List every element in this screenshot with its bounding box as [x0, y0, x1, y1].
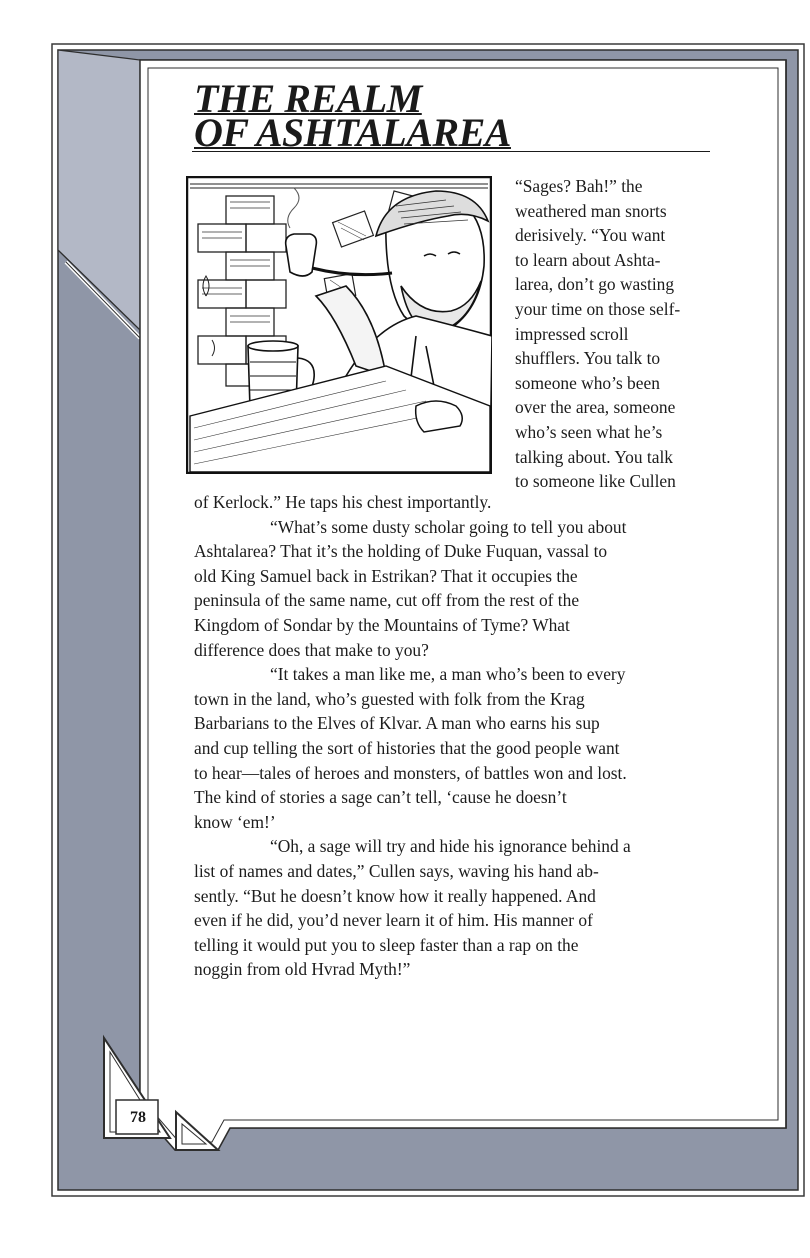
text-line: list of names and dates,” Cullen says, waving his hand ab- — [194, 860, 599, 881]
text-line: “It takes a man like me, a man who’s been to every — [270, 664, 626, 685]
text-line: noggin from old Hvrad Myth!” — [194, 959, 411, 980]
text-line: to someone like Cullen — [515, 471, 676, 492]
text-line: talking about. You talk — [515, 446, 673, 467]
text-line: who’s seen what he’s — [515, 421, 663, 442]
text-line: to hear—tales of heroes and monsters, of battles won and lost. — [194, 762, 627, 783]
text-line: larea, don’t go wasting — [515, 274, 675, 295]
page-title — [194, 76, 714, 155]
text-line: The kind of stories a sage can’t tell, ‘cause he doesn’t — [194, 787, 567, 808]
text-line: your time on those self- — [515, 298, 681, 319]
text-line: derisively. “You want — [515, 225, 666, 246]
text-line: Kingdom of Sondar by the Mountains of Tyme? What — [194, 614, 570, 635]
text-line: weathered man snorts — [515, 200, 667, 221]
text-line: of Kerlock.” He taps his chest importantly. — [194, 492, 492, 512]
body-text — [194, 490, 714, 982]
text-line: over the area, someone — [515, 397, 676, 418]
text-line: “Oh, a sage will try and hide his ignorance behind a — [270, 836, 631, 857]
text-line: Ashtalarea? That it’s the holding of Duke Fuquan, vassal to — [194, 541, 608, 562]
text-line: difference does that make to you? — [194, 639, 429, 660]
text-line: telling it would put you to sleep faster than a rap on the — [194, 934, 579, 955]
title-rule — [192, 151, 710, 152]
text-line: even if he did, you’d never learn it of him. His manner of — [194, 910, 593, 931]
text-line: peninsula of the same name, cut off from the rest of the — [194, 590, 580, 611]
page-number: 78 — [130, 1109, 146, 1126]
text-line: and cup telling the sort of histories that the good people want — [194, 737, 620, 758]
text-line: old King Samuel back in Estrikan? That it occupies the — [194, 565, 578, 586]
text-beside-illustration — [515, 174, 715, 494]
text-line: “What’s some dusty scholar going to tell you about — [270, 516, 627, 537]
hand — [416, 401, 463, 432]
title-line-1: THE REALM — [194, 76, 422, 121]
text-line: to learn about Ashta- — [515, 249, 661, 270]
text-line: someone who’s been — [515, 372, 660, 393]
text-line: know ‘em!’ — [194, 811, 276, 832]
text-line: “Sages? Bah!” the — [515, 176, 643, 196]
text-line: sently. “But he doesn’t know how it really happened. And — [194, 885, 596, 906]
text-line: Barbarians to the Elves of Klvar. A man who earns his sup — [194, 713, 600, 734]
text-line: impressed scroll — [515, 323, 629, 344]
title-line-2: OF ASHTALAREA — [194, 110, 511, 155]
text-line: shufflers. You talk to — [515, 348, 661, 369]
illustration — [186, 176, 492, 474]
text-line: town in the land, who’s guested with folk from the Krag — [194, 688, 585, 709]
